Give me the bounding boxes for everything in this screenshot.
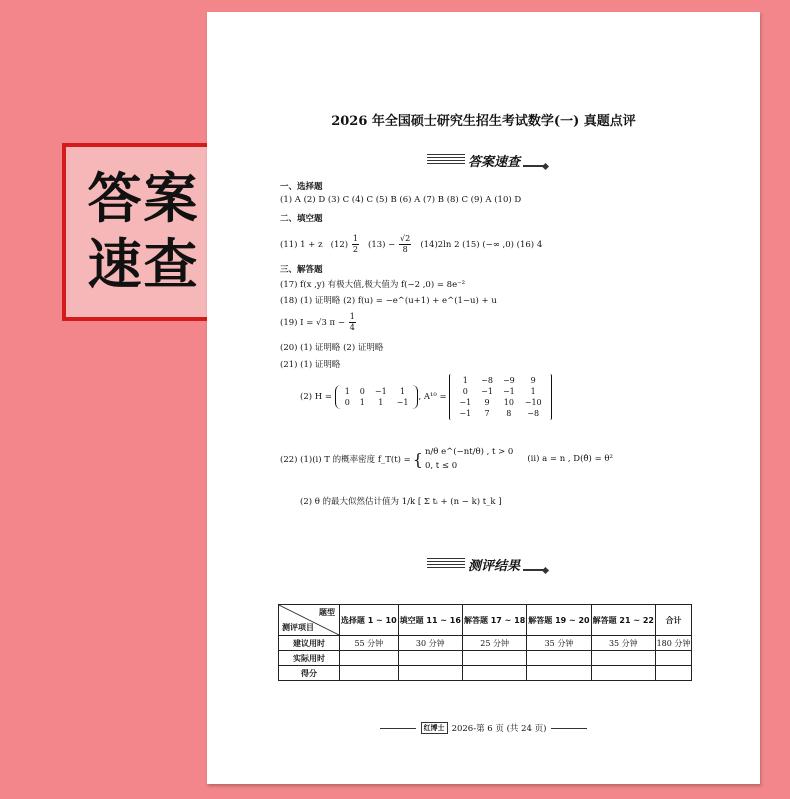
matrix-cell: 0	[344, 398, 350, 407]
matrix-cell: 0	[462, 387, 468, 396]
row-label: 建议用时	[279, 636, 340, 651]
answer-18: (18) (1) 证明略 (2) f(u) = −e^(u+1) + e^(1−u) + u	[280, 296, 497, 306]
table-cell[interactable]	[655, 666, 691, 681]
table-cell[interactable]	[398, 666, 462, 681]
matrix-cell: −10	[524, 398, 542, 407]
fraction: $\frac{1}{2}$	[352, 234, 358, 254]
table-row	[279, 651, 692, 666]
matrix-cell: 7	[484, 409, 490, 418]
fraction: $\frac{1}{4}$	[349, 312, 355, 332]
badge-line-2: 速查	[87, 233, 200, 296]
table-cell[interactable]	[340, 666, 399, 681]
table-cell[interactable]	[591, 666, 655, 681]
publisher-logo: 红博士	[421, 722, 448, 734]
matrix-cell: 1	[400, 387, 406, 396]
section-result-heading: 测评结果	[427, 554, 548, 574]
badge-line-1: 答案	[87, 167, 200, 230]
matrix-cell: −8	[527, 409, 540, 418]
matrix-cell: −8	[481, 376, 493, 385]
column-header: 解答题 19 ~ 20	[527, 605, 591, 636]
score-table	[278, 604, 692, 681]
matrix-h	[335, 385, 419, 409]
answer-20: (20) (1) 证明略 (2) 证明略	[280, 343, 384, 353]
fill-answers: (11) 1 + z (12) $\frac{1}{2}$ (13) − $\frac{√2}{8}$ (14)2ln 2 (15) (−∞ ,0) (16) 4	[280, 234, 543, 254]
table-cell: 180 分钟	[655, 636, 691, 651]
page-number: 2026-第 6 页 (共 24 页)	[451, 724, 547, 734]
matrix-cell: −1	[481, 387, 493, 396]
matrix-cell: 1	[530, 387, 536, 396]
matrix-cell: −1	[374, 387, 387, 396]
table-cell[interactable]	[462, 666, 526, 681]
matrix-cell: −1	[502, 387, 515, 396]
answer-17: (17) f(x ,y) 有极大值,极大值为 f(−2 ,0) = 8e⁻²	[280, 280, 466, 290]
solve-heading: 三、解答题	[280, 265, 323, 275]
table-row	[279, 666, 692, 681]
matrix-a10	[449, 374, 551, 420]
answer-19: (19) I = √3 π − $\frac{1}{4}$	[280, 312, 355, 332]
table-cell[interactable]	[655, 651, 691, 666]
page-title: 2026 年全国硕士研究生招生考试数学(一) 真题点评	[331, 114, 636, 129]
column-header: 解答题 17 ~ 18	[462, 605, 526, 636]
matrix-cell: 9	[530, 376, 536, 385]
answer-22-2: (2) θ 的最大似然估计值为 1/k [ Σ tᵢ + (n − k) t_k ]	[300, 497, 502, 507]
heading-stripes-decoration	[427, 558, 465, 570]
table-cell[interactable]	[527, 666, 591, 681]
matrix-cell: −9	[502, 376, 515, 385]
heading-stripes-decoration	[427, 154, 465, 166]
table-cell[interactable]	[527, 651, 591, 666]
answer-22-1: (22) (1)(i) T 的概率密度 f_T(t) = { n/θ e^(−nt/θ) , t > 0 0, t ≤ 0 (ii) a = n , D(θ̂) = θ²	[280, 447, 613, 471]
answer-21-2: (2) H = 1 0 −1 1 0 1 1 −1 , A¹⁰ = 1 −8 −9 9 0 −1 −1 1 −1 9 10 −10 −1 7 8 −8	[300, 374, 552, 420]
section-answers-heading: 答案速查	[427, 150, 548, 170]
matrix-cell: 8	[506, 409, 512, 418]
fill-heading: 二、填空题	[280, 214, 323, 224]
table-row	[279, 636, 692, 651]
table-cell[interactable]	[591, 651, 655, 666]
matrix-cell: 1	[344, 387, 350, 396]
matrix-cell: 10	[503, 398, 514, 407]
row-label: 实际用时	[279, 651, 340, 666]
matrix-cell: −1	[459, 398, 472, 407]
answer-21-1: (21) (1) 证明略	[280, 360, 341, 370]
answer-lookup-badge	[62, 143, 225, 321]
table-cell: 35 分钟	[527, 636, 591, 651]
exam-page	[207, 12, 760, 784]
column-header: 解答题 21 ~ 22	[591, 605, 655, 636]
table-cell: 25 分钟	[462, 636, 526, 651]
matrix-cell: −1	[396, 398, 409, 407]
column-header: 填空题 11 ~ 16	[398, 605, 462, 636]
brace: {	[412, 449, 423, 469]
matrix-cell: 1	[462, 376, 468, 385]
table-cell: 55 分钟	[340, 636, 399, 651]
fraction: $\frac{√2}{8}$	[400, 234, 411, 254]
table-cell[interactable]	[398, 651, 462, 666]
column-header: 选择题 1 ~ 10	[340, 605, 399, 636]
column-header: 合计	[655, 605, 691, 636]
corner-cell: 题型 测评项目	[279, 605, 340, 636]
matrix-cell: 9	[484, 398, 490, 407]
choice-answers: (1) A (2) D (3) C (4) C (5) B (6) A (7) B (8) C (9) A (10) D	[280, 195, 522, 205]
table-cell: 30 分钟	[398, 636, 462, 651]
choice-heading: 一、选择题	[280, 182, 323, 192]
matrix-cell: −1	[459, 409, 472, 418]
row-label: 得分	[279, 666, 340, 681]
table-cell[interactable]	[462, 651, 526, 666]
matrix-cell: 1	[359, 398, 365, 407]
matrix-cell: 1	[378, 398, 384, 407]
table-cell[interactable]	[340, 651, 399, 666]
table-cell: 35 分钟	[591, 636, 655, 651]
page-footer	[207, 722, 760, 734]
matrix-cell: 0	[359, 387, 365, 396]
